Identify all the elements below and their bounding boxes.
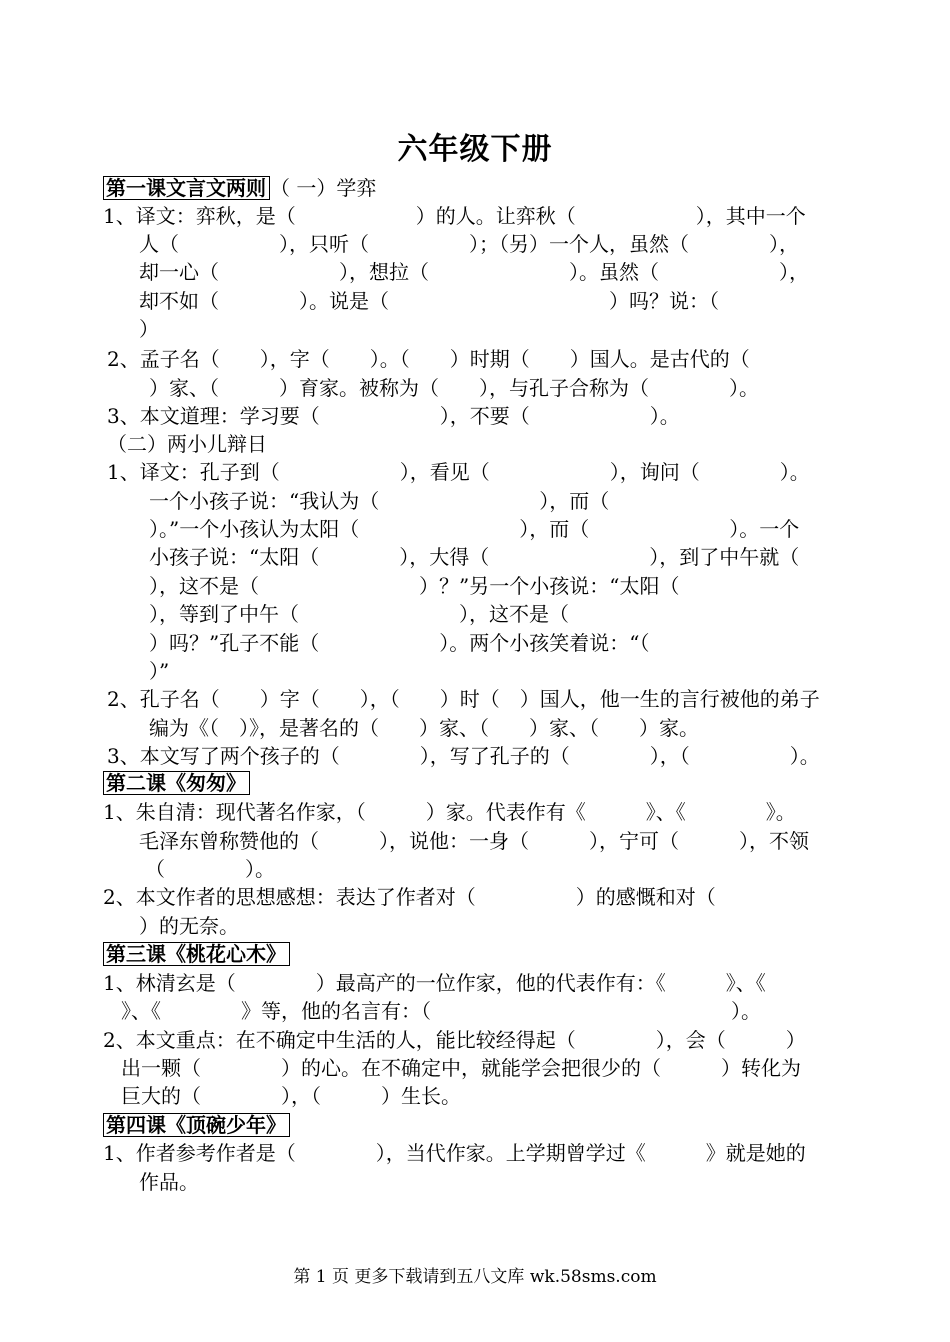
lesson4-line: 1、作者参考作者是（ ），当代作家。上学期曾学过《 》就是她的 [103, 1141, 806, 1165]
lesson2-header-row [103, 771, 250, 795]
lesson4-header-row [103, 1113, 290, 1137]
lesson1-line: 一个小孩子说：“我认为（ ），而（ [149, 489, 610, 513]
lesson1-subtitle: （ 一）学弈 [270, 176, 377, 200]
lesson1-line: 编为《（ ）》，是著名的（ ）家、（ ）家、（ ）家。 [149, 716, 699, 740]
lesson2-header: 第二课《匆匆》 [103, 771, 250, 795]
lesson4-line: 作品。 [139, 1170, 199, 1194]
lesson3-line: 出一颗（ ）的心。在不确定中，就能学会把很少的（ ）转化为 [121, 1056, 801, 1080]
lesson1-line: ）。”一个小孩认为太阳（ ），而（ ）。一个 [149, 517, 800, 541]
lesson2-line: ）的无奈。 [139, 914, 239, 938]
lesson1-line: 却一心（ ），想拉（ ）。虽然（ ）， [139, 260, 809, 284]
lesson3-line: 巨大的（ ），（ ）生长。 [121, 1084, 461, 1108]
lesson1-line: ） [139, 317, 159, 341]
lesson1-line: 2、孟子名（ ），字（ ）。（ ）时期（ ）国人。是古代的（ [107, 347, 750, 371]
lesson3-line: 》、《 》等，他的名言有：（ ）。 [121, 999, 761, 1023]
lesson1-subsection-title: （二）两小儿辩日 [107, 432, 267, 456]
lesson1-line: 却不如（ ）。说是（ ）吗？说：（ [139, 289, 719, 313]
lesson2-line: 2、本文作者的思想感想：表达了作者对（ ）的感慨和对（ [103, 885, 716, 909]
lesson2-line: （ ）。 [145, 857, 275, 881]
lesson1-header-row [103, 176, 376, 200]
lesson3-header-row [103, 942, 290, 966]
lesson1-line: 3、本文道理：学习要（ ），不要（ ）。 [107, 404, 680, 428]
lesson2-line: 毛泽东曾称赞他的（ ），说他：一身（ ），宁可（ ），不领 [139, 829, 809, 853]
lesson1-line: ）” [149, 659, 170, 683]
lesson3-line: 2、本文重点：在不确定中生活的人，能比较经得起（ ），会（ ） [103, 1028, 806, 1052]
lesson1-line: 1、译文：孔子到（ ），看见（ ），询问（ ）。 [107, 460, 810, 484]
lesson1-line: ）家、（ ）育家。被称为（ ），与孔子合称为（ ）。 [149, 376, 759, 400]
page-title: 六年级下册 [397, 132, 553, 167]
lesson3-line: 1、林清玄是（ ）最高产的一位作家，他的代表作有：《 》、《 [103, 971, 766, 995]
lesson2-line: 1、朱自清：现代著名作家，（ ）家。代表作有《 》、《 》。 [103, 800, 796, 824]
lesson1-line: 小孩子说：“太阳（ ），大得（ ），到了中午就（ [149, 545, 800, 569]
lesson1-line: ）吗？”孔子不能（ ）。两个小孩笑着说：“（ [149, 631, 650, 655]
lesson1-line: 2、孔子名（ ）字（ ），（ ）时（ ）国人，他一生的言行被他的弟子 [107, 687, 820, 711]
page-footer: 第 1 页 更多下载请到五八文库 wk.58sms.com [293, 1267, 657, 1287]
lesson3-header: 第三课《桃花心木》 [103, 942, 290, 966]
lesson1-line: 人（ ），只听（ ）；（另）一个人，虽然（ ）， [139, 232, 799, 256]
lesson1-header: 第一课文言文两则 [103, 176, 270, 200]
lesson1-line: ），这不是（ ）？”另一个小孩说：“太阳（ [149, 574, 680, 598]
lesson4-header: 第四课《顶碗少年》 [103, 1113, 290, 1137]
lesson1-line: ），等到了中午（ ），这不是（ [149, 602, 569, 626]
lesson1-line: 3、本文写了两个孩子的（ ），写了孔子的（ ），（ ）。 [107, 744, 820, 768]
lesson1-line: 1、译文：弈秋，是（ ）的人。让弈秋（ ），其中一个 [103, 204, 806, 228]
